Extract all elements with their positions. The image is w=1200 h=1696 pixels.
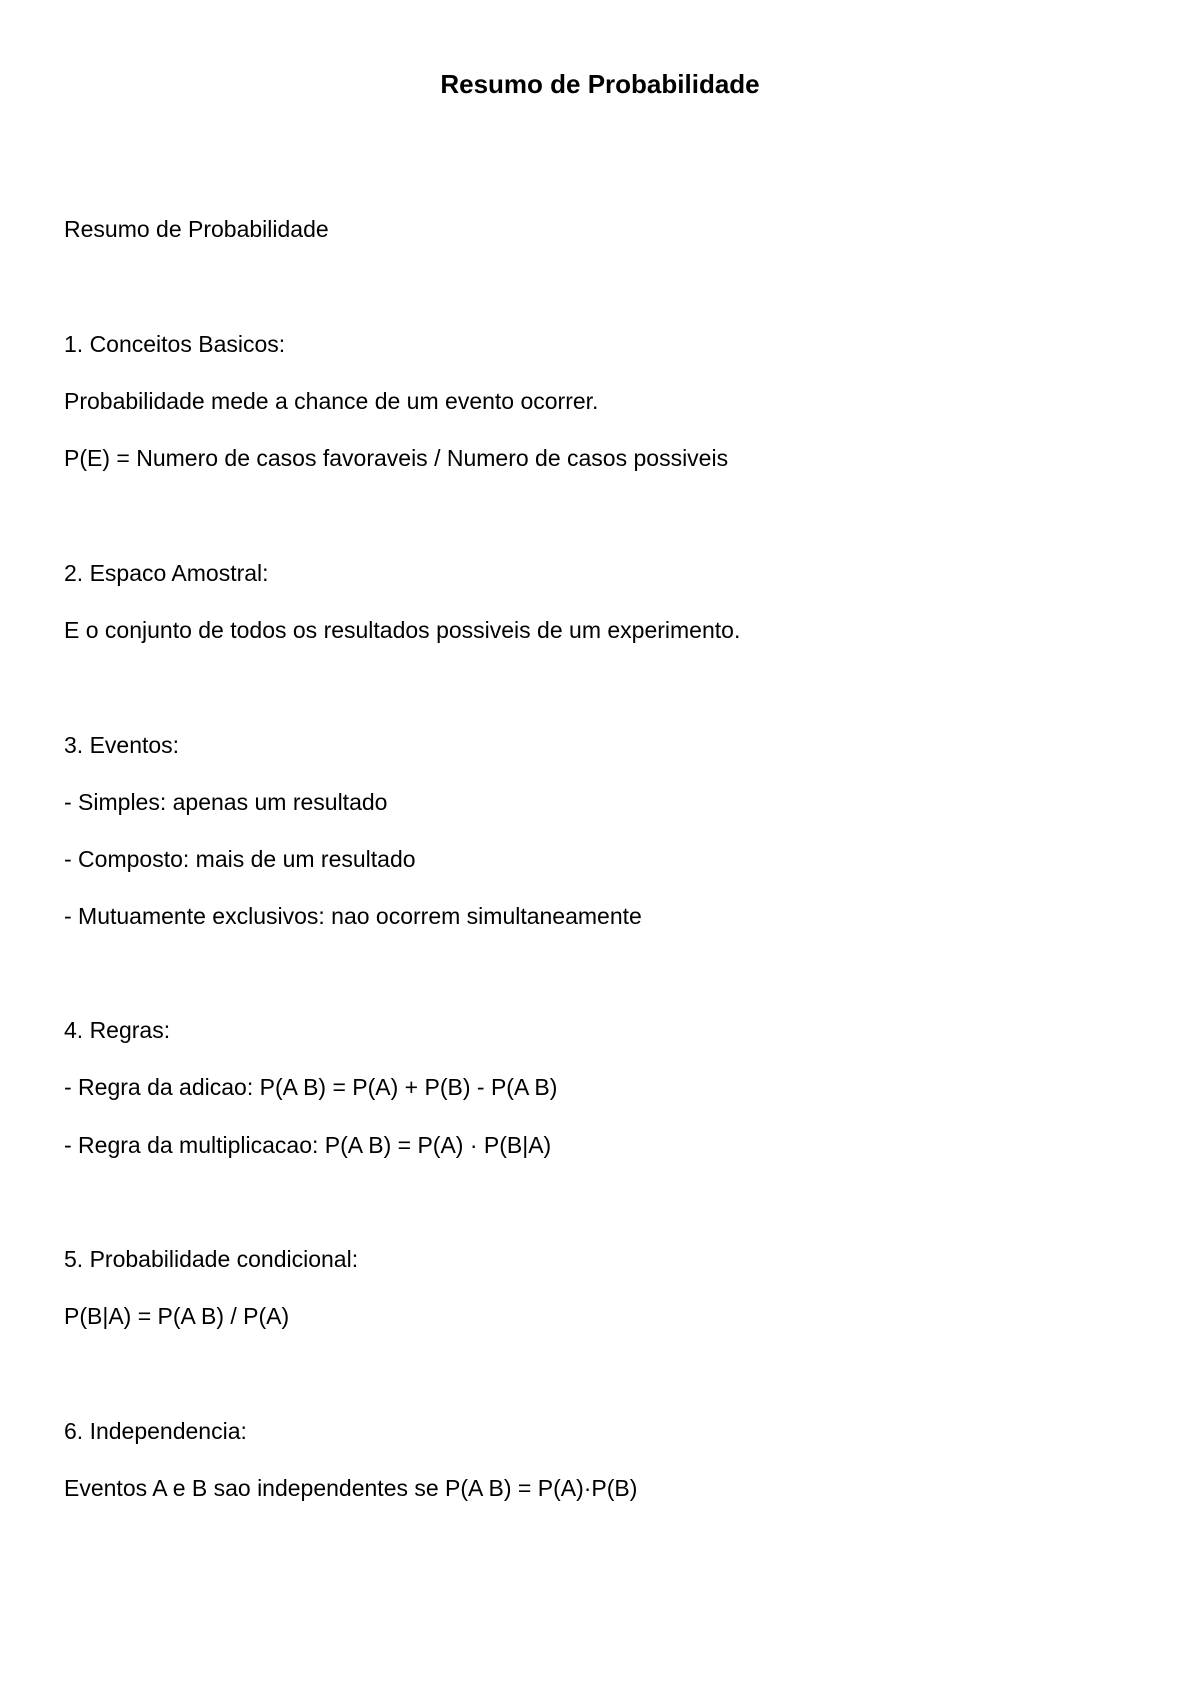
section-5-heading: 5. Probabilidade condicional: [64,1246,359,1272]
section-6-heading: 6. Independencia: [64,1418,247,1444]
section-3-item-simple: - Simples: apenas um resultado [64,789,388,815]
section-3-item-composto: - Composto: mais de um resultado [64,846,416,872]
section-6-text: Eventos A e B sao independentes se P(A B) = P(A)·P(B) [64,1475,638,1501]
section-3-item-exclusivos: - Mutuamente exclusivos: nao ocorrem simultaneamente [64,903,642,929]
section-3-heading: 3. Eventos: [64,732,180,758]
intro-heading: Resumo de Probabilidade [64,216,329,242]
section-1-heading: 1. Conceitos Basicos: [64,331,286,357]
section-2-text: E o conjunto de todos os resultados possiveis de um experimento. [64,617,741,643]
section-4-heading: 4. Regras: [64,1017,171,1043]
section-4-rule-addition: - Regra da adicao: P(A B) = P(A) + P(B) - P(A B) [64,1074,558,1100]
section-2-heading: 2. Espaco Amostral: [64,560,269,586]
section-1-text: Probabilidade mede a chance de um evento ocorrer. [64,388,599,414]
section-4-rule-multiplication: - Regra da multiplicacao: P(A B) = P(A) · P(B|A) [64,1132,552,1158]
section-1-formula: P(E) = Numero de casos favoraveis / Numero de casos possiveis [64,445,729,471]
section-5-formula: P(B|A) = P(A B) / P(A) [64,1303,290,1329]
document-title: Resumo de Probabilidade [440,69,760,99]
